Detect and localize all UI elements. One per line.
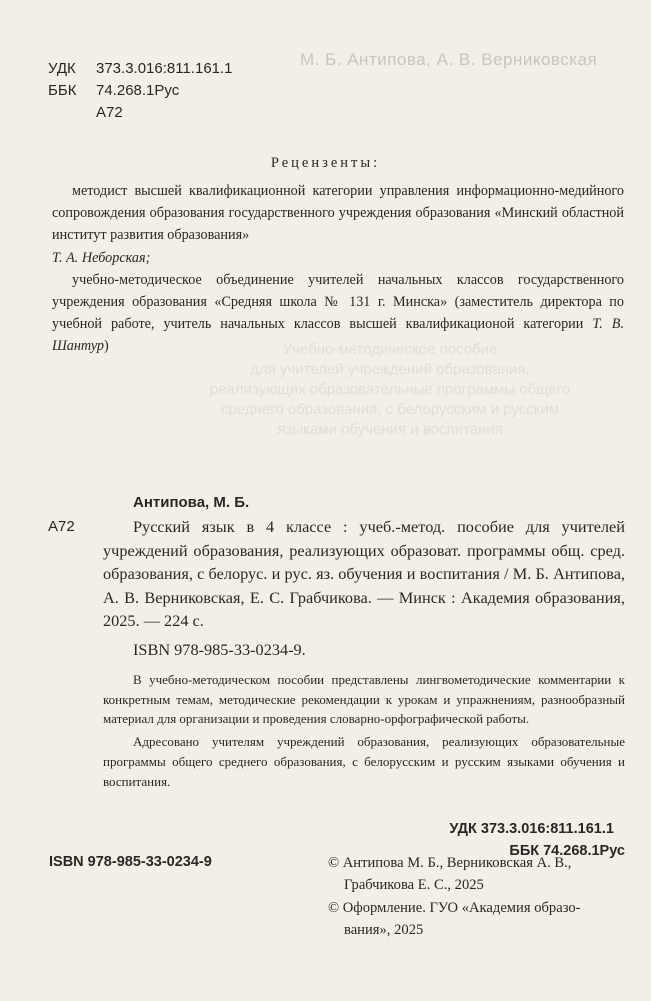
bleed-line: среднего образования, с белорусским и русским bbox=[220, 401, 560, 418]
reviewer-second-end: ) bbox=[104, 338, 109, 355]
bottom-udk: УДК 373.3.016:811.161.1 bbox=[449, 821, 614, 837]
author-index: А72 bbox=[96, 104, 123, 121]
bleed-line: для учителей учреждений образования, bbox=[250, 361, 530, 378]
udk-label: УДК bbox=[48, 60, 76, 77]
annotation bbox=[103, 670, 625, 791]
bibliographic-description: Русский язык в 4 классе : учеб.-метод. пособие для учителей учреждений образования, реализующих образоват. программы общ. сред. образования, с белорус. и рус. яз. обучения и воспитания / М. Б. Антипова, А. В. Верниковская, Е. С. Грабчикова. — Минск : Академия образования, 2025. — 224 с. bbox=[103, 517, 625, 630]
bleed-line: реализующих образовательные программы общего bbox=[209, 381, 571, 398]
bottom-bbk: ББК 74.268.1Рус bbox=[509, 843, 625, 859]
bbk-code: 74.268.1Рус bbox=[96, 82, 180, 99]
bbk-label: ББК bbox=[48, 82, 77, 99]
bibliography-index: А72 bbox=[48, 518, 75, 535]
reviewer-second-text: учебно-методическое объединение учителей начальных классов государственного учреждения образования «Средняя школа № 131 г. Минска» (заместитель директора по учебной работе, учитель начальных классов высшей квалификационой категории bbox=[52, 271, 624, 333]
udk-code: 373.3.016:811.161.1 bbox=[96, 60, 233, 77]
bleed-line: языками обучения и воспитания bbox=[277, 421, 503, 438]
annotation-paragraph: Адресовано учителям учреждений образования, реализующих образовательные программы общего среднего образования, с белорусским и русским языками обучения и воспитания. bbox=[103, 734, 625, 789]
annotation-paragraph: В учебно-методическом пособии представлены лингвометодические комментарии к конкретным темам, методические рекомендации к урокам и упражнениям, разнообразный материал для организации и проведения словарно-орфографической работы. bbox=[103, 672, 625, 727]
author-heading: Антипова, М. Б. bbox=[133, 494, 250, 511]
isbn-bottom: ISBN 978-985-33-0234-9 bbox=[49, 854, 212, 870]
copyright-block bbox=[328, 852, 628, 941]
reviewer-first-text: методист высшей квалификационной категории управления информационно-медийного сопровождения образования государственного учреждения образования «Минский областной институт развития образования» bbox=[52, 183, 624, 244]
reviewer-second bbox=[52, 269, 624, 358]
copyright-line: вания», 2025 bbox=[344, 921, 424, 938]
copyright-line: Грабчикова Е. С., 2025 bbox=[344, 877, 484, 894]
reviewer-first bbox=[52, 180, 624, 247]
reviewer-first-name: Т. А. Неборская; bbox=[52, 249, 151, 266]
copyright-line: © Оформление. ГУО «Академия образо- bbox=[328, 899, 581, 916]
top-classification bbox=[48, 58, 233, 124]
bleed-through-header: М. Б. Антипова, А. В. Верниковская bbox=[300, 50, 598, 69]
copyright-line: © Антипова М. Б., Верниковская А. В., bbox=[328, 855, 572, 871]
reviewers-block bbox=[52, 180, 624, 358]
reviewer-second-name: Т. В. Шантур bbox=[52, 316, 624, 355]
bibliography-isbn: ISBN 978-985-33-0234-9. bbox=[133, 640, 306, 659]
bleed-line: Учебно-методическое пособие bbox=[282, 341, 498, 358]
reviewers-title: Рецензенты: bbox=[270, 155, 381, 171]
